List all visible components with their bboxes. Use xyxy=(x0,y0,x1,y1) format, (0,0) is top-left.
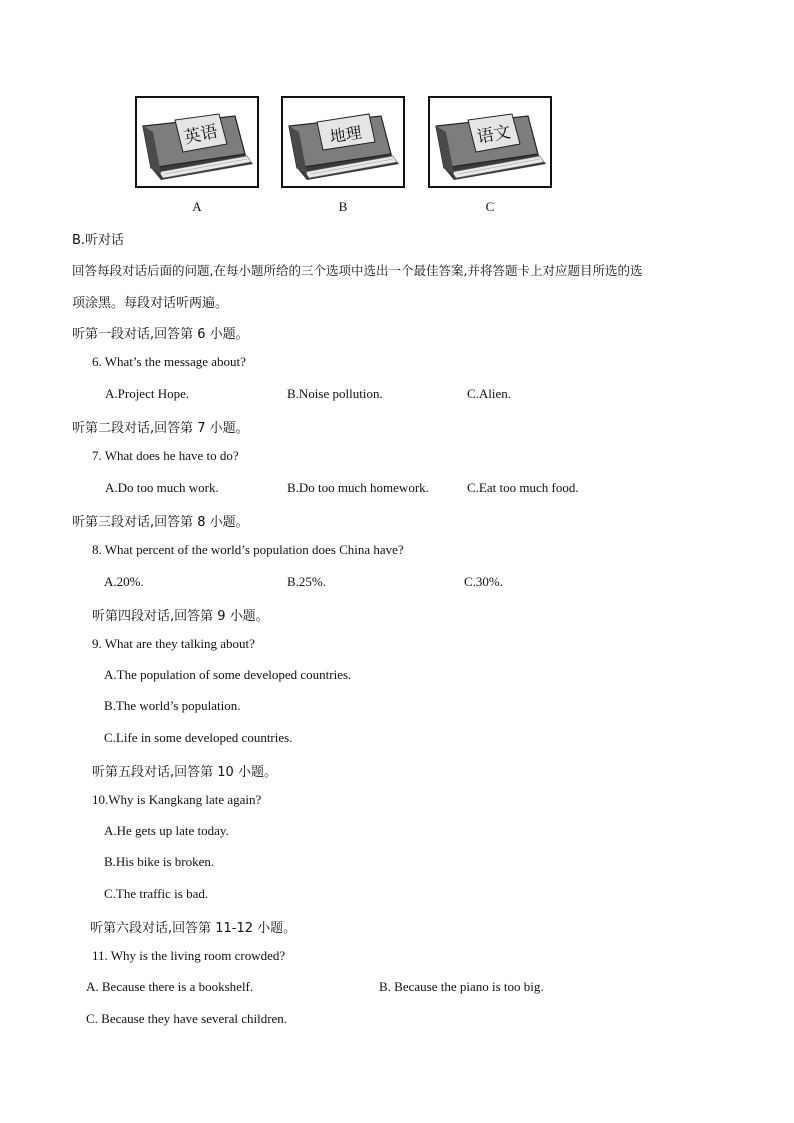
group-heading: 听第六段对话,回答第 11-12 小题。 xyxy=(90,921,297,936)
book-title-label: 语文 xyxy=(475,122,513,148)
option-c: C.The traffic is bad. xyxy=(104,886,209,901)
book-english-icon xyxy=(137,98,257,186)
option-a: A.20%. xyxy=(104,574,144,589)
option-b: B. Because the piano is too big. xyxy=(379,979,544,994)
group-heading: 听第一段对话,回答第 6 小题。 xyxy=(72,327,249,342)
option-b: B.25%. xyxy=(287,574,326,589)
option-a: A.Do too much work. xyxy=(105,480,219,495)
option-a: A. Because there is a bookshelf. xyxy=(86,979,254,994)
picture-a xyxy=(135,96,259,188)
option-c: C.30%. xyxy=(464,574,503,589)
picture-b xyxy=(281,96,405,188)
question-text: 6. What’s the message about? xyxy=(92,354,246,369)
option-a: A.He gets up late today. xyxy=(104,823,229,838)
group-heading: 听第三段对话,回答第 8 小题。 xyxy=(72,515,249,530)
book-geography-icon xyxy=(283,98,403,186)
picture-b-label: B xyxy=(338,199,348,214)
question-text: 10.Why is Kangkang late again? xyxy=(92,792,262,807)
instructions-line-1: 回答每段对话后面的问题,在每小题所给的三个选项中选出一个最佳答案,并将答题卡上对应题目所选的选 xyxy=(72,263,643,278)
question-text: 7. What does he have to do? xyxy=(92,448,239,463)
group-heading: 听第五段对话,回答第 10 小题。 xyxy=(92,765,277,780)
picture-c xyxy=(428,96,552,188)
option-b: B.Noise pollution. xyxy=(287,386,383,401)
question-text: 9. What are they talking about? xyxy=(92,636,255,651)
option-c: C.Life in some developed countries. xyxy=(104,730,293,745)
book-title-label: 英语 xyxy=(182,121,220,149)
group-heading: 听第二段对话,回答第 7 小题。 xyxy=(72,421,249,436)
picture-options xyxy=(0,96,794,226)
instructions-line-2: 项涂黑。每段对话听两遍。 xyxy=(72,296,229,311)
option-b: B.The world’s population. xyxy=(104,698,241,713)
group-heading: 听第四段对话,回答第 9 小题。 xyxy=(92,609,269,624)
section-title: B.听对话 xyxy=(72,233,125,248)
option-c: C.Eat too much food. xyxy=(467,480,579,495)
option-a: A.Project Hope. xyxy=(105,386,190,401)
picture-c-label: C xyxy=(485,199,495,214)
option-c: C.Alien. xyxy=(467,386,512,401)
book-chinese-icon xyxy=(430,98,550,186)
question-text: 8. What percent of the world’s population does China have? xyxy=(92,542,404,557)
option-a: A.The population of some developed countries. xyxy=(104,667,352,682)
picture-a-label: A xyxy=(192,199,202,214)
option-c: C. Because they have several children. xyxy=(86,1011,288,1026)
book-title-label: 地理 xyxy=(328,122,364,147)
option-b: B.His bike is broken. xyxy=(104,854,215,869)
question-text: 11. Why is the living room crowded? xyxy=(92,948,286,963)
option-b: B.Do too much homework. xyxy=(287,480,429,495)
